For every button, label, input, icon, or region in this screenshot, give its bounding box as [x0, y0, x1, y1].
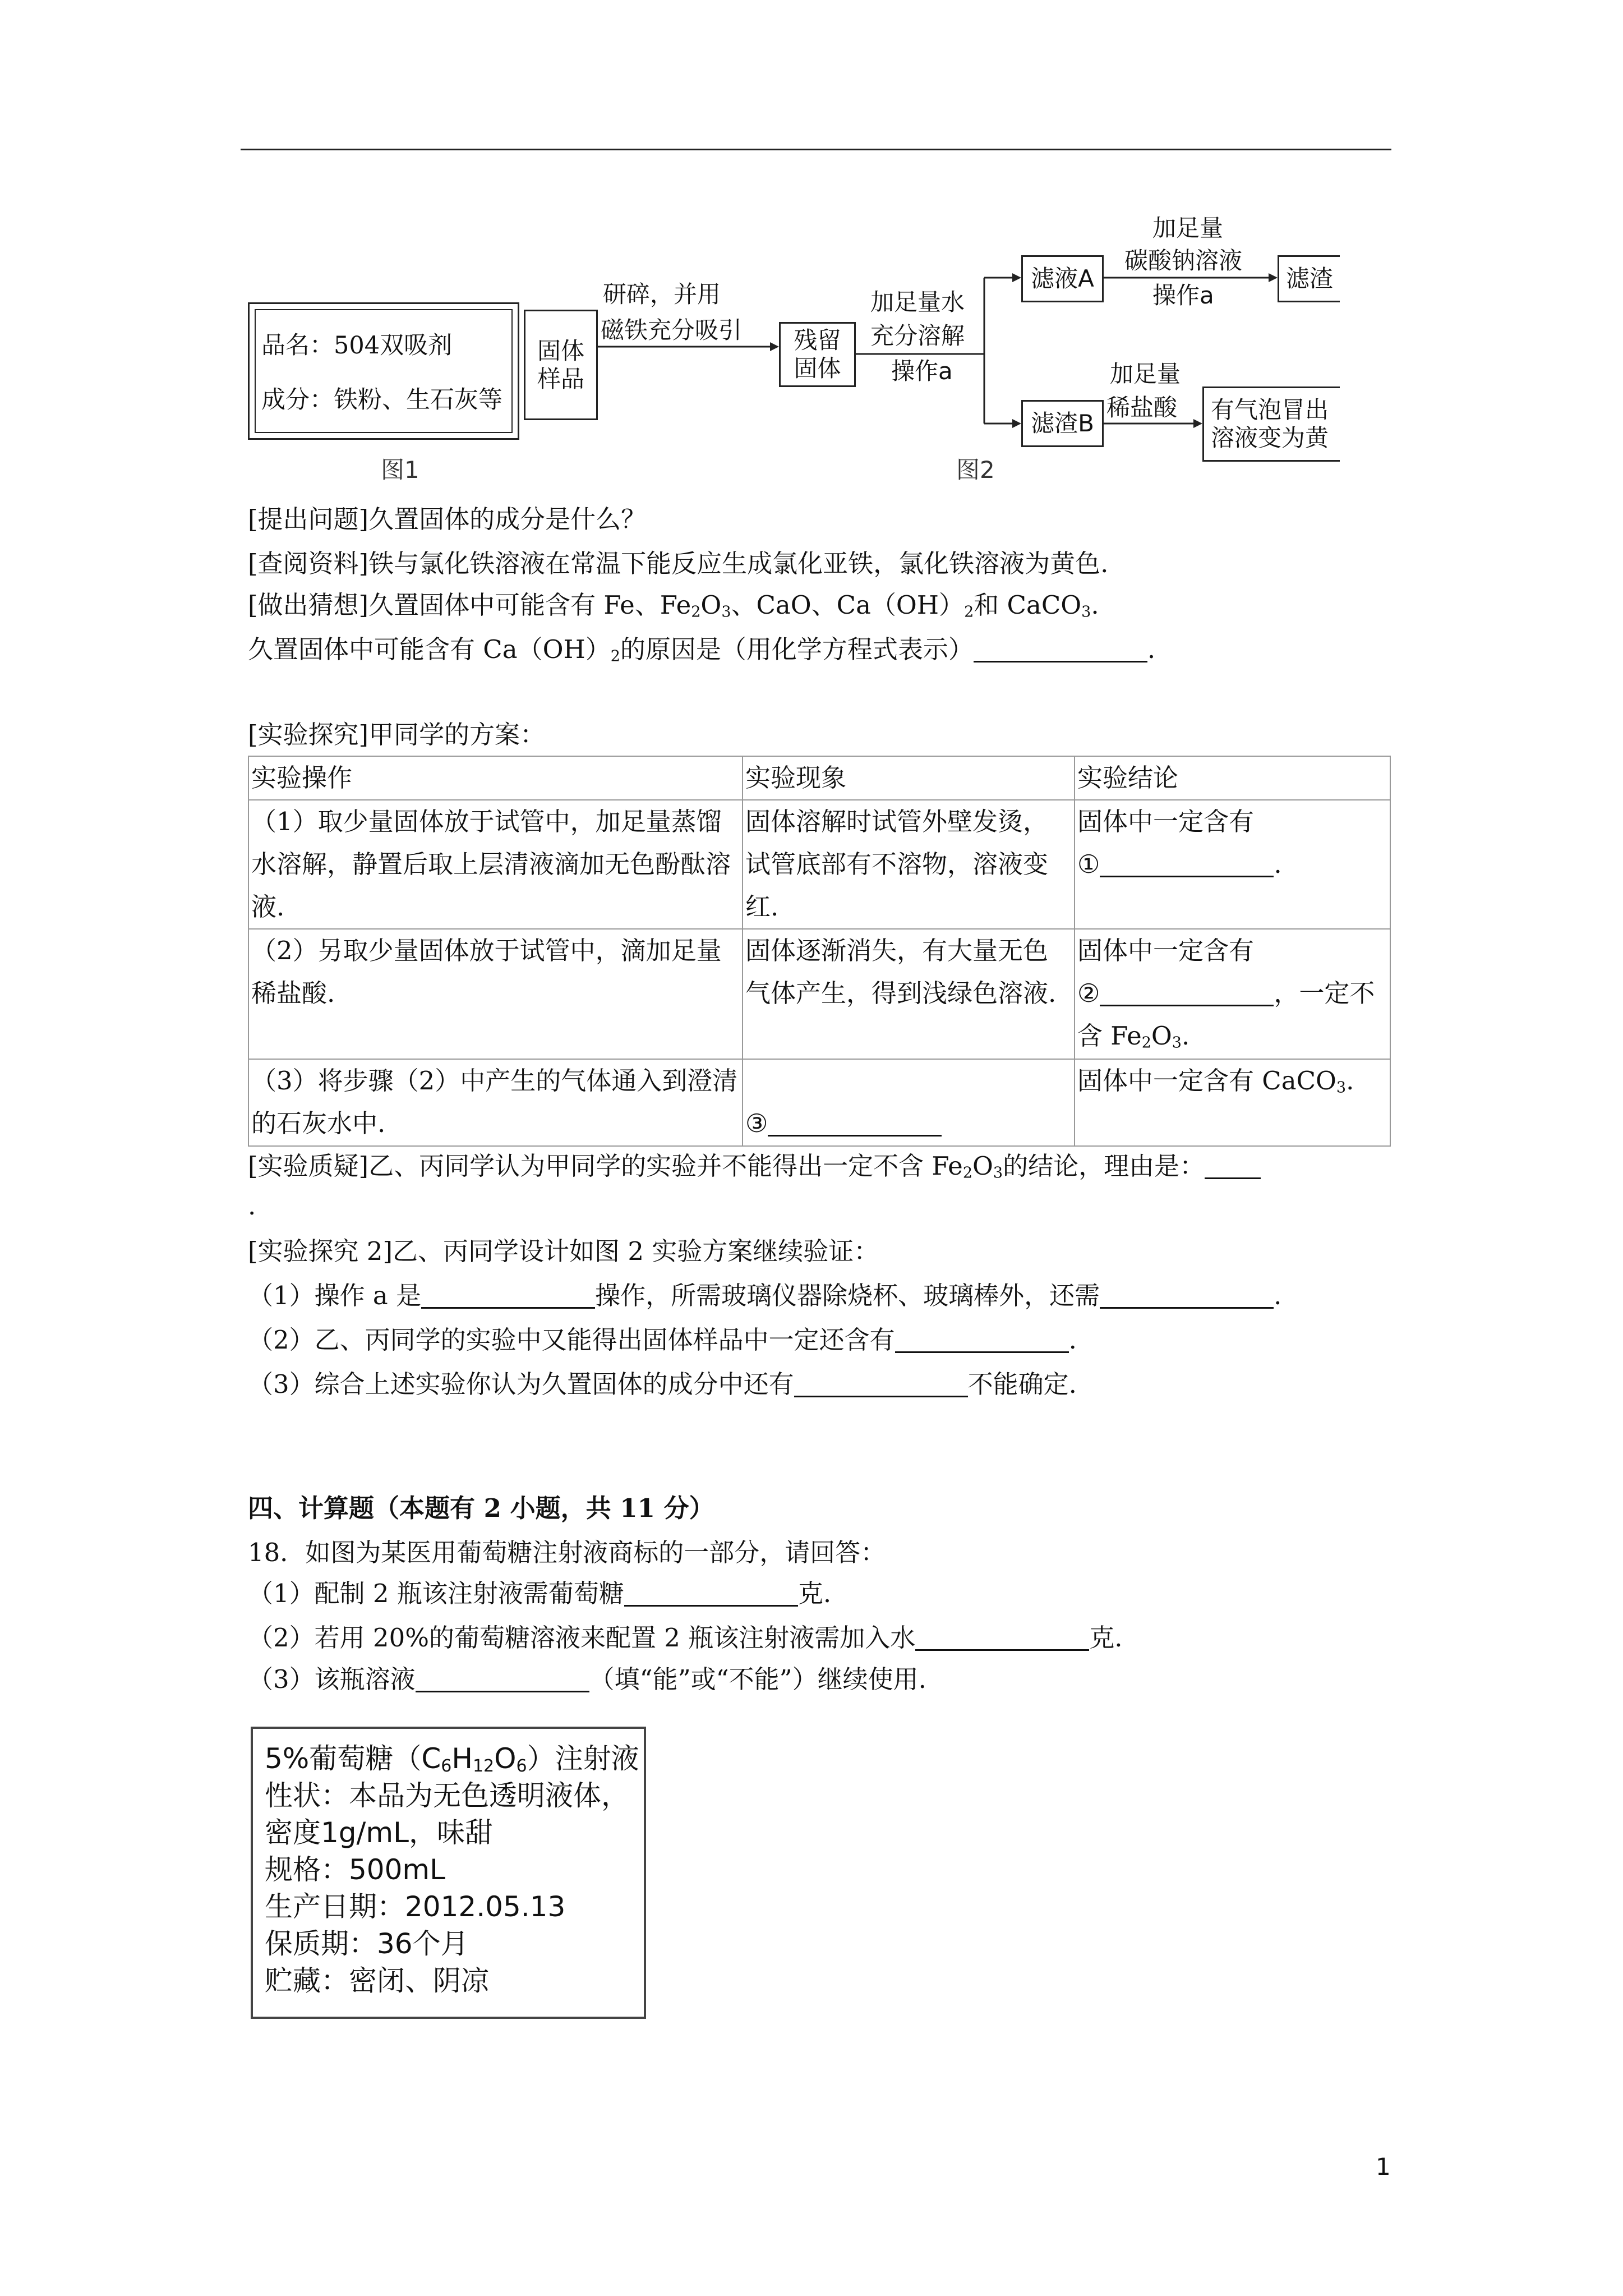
answer-blank — [895, 1327, 1069, 1353]
flow-step2-label: 操作a — [891, 357, 953, 385]
answer-blank — [1100, 851, 1274, 877]
text-segment: . — [1274, 1281, 1282, 1310]
text-segment: ，一定不含 Fe — [1077, 978, 1375, 1051]
text-segment: 固体中一定含有 CaCO — [1077, 1066, 1336, 1096]
figure1-composition-line: 成分：铁粉、生石灰等 — [261, 386, 502, 414]
experiment-intro-line: [实验探究]甲同学的方案： — [248, 720, 546, 749]
text-segment: O — [494, 1742, 517, 1775]
text-segment: ）注射液 — [527, 1742, 639, 1775]
experiment2-intro-line: [实验探究 2]乙、丙同学设计如图 2 实验方案继续验证： — [248, 1236, 879, 1266]
subscript: 2 — [1141, 1034, 1151, 1052]
text-segment: （填“能”或“不能”）继续使用. — [589, 1664, 926, 1694]
product-label-box — [251, 1727, 646, 2019]
flow-step1-label: 研碎，并用 — [603, 280, 721, 308]
text-segment: . — [1346, 1066, 1354, 1096]
subscript: 2 — [962, 1164, 972, 1182]
answer-blank — [1100, 980, 1274, 1006]
arrowhead — [1269, 273, 1278, 282]
text-segment: 的结论，理由是： — [1003, 1151, 1205, 1181]
figure1-inner-border — [255, 309, 513, 433]
text-segment: 的原因是（用化学方程式表示） — [620, 634, 974, 664]
question-line — [248, 1319, 1077, 1361]
question-line — [248, 1658, 926, 1701]
table-row — [248, 800, 1390, 929]
text-segment: 5%葡萄糖（C — [265, 1742, 441, 1775]
product-label-line: 规格：500mL — [265, 1853, 445, 1886]
arrowhead — [1012, 273, 1021, 282]
hypothesis-line — [248, 584, 1099, 627]
flow-box-residue-b-result — [1202, 386, 1340, 462]
figure2-caption: 图2 — [956, 456, 995, 484]
subscript: 2 — [610, 647, 620, 665]
figure2-flowchart — [522, 191, 1340, 482]
answer-blank — [915, 1625, 1089, 1651]
product-label-line: 生产日期：2012.05.13 — [265, 1890, 566, 1923]
text-segment: ② — [1077, 978, 1100, 1008]
figure1-caption: 图1 — [381, 456, 419, 484]
flow-step-a-label: 碳酸钠溶液 — [1124, 247, 1243, 274]
text-segment: . — [1147, 634, 1156, 664]
flow-step-a-label: 操作a — [1152, 282, 1214, 309]
figure1-product-box — [248, 302, 519, 440]
text-segment: 固体中一定含有 — [1077, 936, 1255, 965]
flow-box-text: 有气泡冒出 — [1211, 396, 1329, 424]
answer-blank — [1100, 1282, 1274, 1309]
flow-box-text: 滤液A — [1031, 265, 1094, 292]
text-segment: （3）综合上述实验你认为久置固体的成分中还有 — [248, 1369, 794, 1399]
answer-blank — [768, 1110, 942, 1137]
table-header-cell: 实验结论 — [1075, 756, 1390, 800]
text-segment: . — [1068, 1325, 1077, 1355]
flow-step-b-label: 稀盐酸 — [1106, 394, 1178, 421]
doubt-line-end: . — [248, 1191, 256, 1221]
product-label-line: 性状：本品为无色透明液体， — [265, 1779, 629, 1812]
text-segment: 和 CaCO — [974, 590, 1082, 620]
answer-blank — [794, 1371, 968, 1397]
answer-blank — [416, 1666, 589, 1692]
answer-blank — [421, 1282, 595, 1309]
flow-step-a-label: 加足量 — [1152, 214, 1224, 242]
arrowhead — [1193, 419, 1202, 428]
header-rule — [241, 149, 1391, 150]
reference-line: [查阅资料]铁与氯化铁溶液在常温下能反应生成氯化亚铁，氯化铁溶液为黄色. — [248, 549, 1109, 578]
question-line — [248, 1617, 1123, 1659]
question-stem: 18．如图为某医用葡萄糖注射液商标的一部分，请回答： — [248, 1538, 886, 1567]
table-header-cell: 实验操作 — [248, 756, 743, 800]
flow-box-text: 样品 — [537, 365, 584, 393]
text-segment: . — [1091, 590, 1099, 620]
caoh-reason-line — [248, 628, 1155, 671]
flow-box-residue-solid — [779, 322, 856, 387]
table-row — [248, 929, 1390, 1059]
table-cell-conclusion — [1075, 1059, 1390, 1146]
flow-box-filtrate-a-residue — [1278, 255, 1340, 302]
subscript: 2 — [691, 603, 701, 621]
text-segment: 不能确定. — [967, 1369, 1077, 1399]
flow-step2-label: 充分溶解 — [870, 322, 965, 349]
arrowhead — [770, 342, 779, 351]
subscript: 3 — [1336, 1079, 1347, 1097]
subscript: 2 — [964, 603, 974, 621]
product-label-title — [265, 1740, 639, 1777]
text-segment: . — [1274, 849, 1282, 879]
flow-step2-label: 加足量水 — [870, 288, 965, 316]
question-line — [248, 1363, 1077, 1406]
subscript: 3 — [721, 603, 731, 621]
text-segment: 克. — [797, 1579, 832, 1608]
text-segment: （3）该瓶溶液 — [248, 1664, 416, 1694]
arrowhead — [1012, 419, 1021, 428]
table-header-cell: 实验现象 — [743, 756, 1075, 800]
page-number: 1 — [1376, 2153, 1391, 2180]
flow-step1-label: 磁铁充分吸引 — [601, 316, 743, 344]
text-segment: 克. — [1089, 1623, 1123, 1653]
text-segment: O — [700, 590, 722, 620]
answer-blank — [1205, 1153, 1261, 1179]
text-segment: （2）若用 20%的葡萄糖溶液来配置 2 瓶该注射液需加入水 — [248, 1623, 916, 1653]
text-segment: [做出猜想]久置固体中可能含有 Fe、Fe — [248, 590, 691, 620]
section-heading: 四、计算题（本题有 2 小题，共 11 分） — [248, 1493, 714, 1523]
text-segment: （1）操作 a 是 — [248, 1281, 422, 1310]
answer-blank — [624, 1580, 798, 1607]
subscript: 6 — [441, 1756, 452, 1776]
flow-box-text: 残留 — [794, 326, 841, 354]
flow-box-residue-b — [1021, 400, 1104, 447]
text-segment: H — [451, 1742, 473, 1775]
flow-box-text: 固体 — [794, 355, 841, 382]
text-segment: 固体中一定含有 — [1077, 807, 1255, 836]
subscript: 3 — [1081, 603, 1091, 621]
product-label-line: 贮藏：密闭、阴凉 — [265, 1964, 489, 1997]
text-segment: ① — [1077, 849, 1100, 879]
figure1-name-line: 品名：504双吸剂 — [261, 332, 453, 360]
subscript: 12 — [472, 1756, 495, 1776]
table-cell-observation: 固体溶解时试管外壁发烫，试管底部有不溶物，溶液变红. — [743, 800, 1075, 929]
flow-step-b-label: 加足量 — [1110, 360, 1181, 388]
text-segment: （2）乙、丙同学的实验中又能得出固体样品中一定还含有 — [248, 1325, 895, 1355]
table-header-row — [248, 756, 1390, 800]
table-cell-operation: （1）取少量固体放于试管中，加足量蒸馏水溶解，静置后取上层清液滴加无色酚酞溶液. — [248, 800, 743, 929]
table-cell-observation — [743, 1059, 1075, 1146]
flow-box-text: 滤渣B — [1031, 409, 1094, 437]
flow-box-text: 固体 — [537, 337, 584, 365]
text-segment: ③ — [745, 1108, 768, 1138]
flow-box-solid-sample — [524, 310, 598, 420]
table-cell-operation: （2）另取少量固体放于试管中，滴加足量稀盐酸. — [248, 929, 743, 1059]
text-segment: （1）配制 2 瓶该注射液需葡萄糖 — [248, 1579, 624, 1608]
table-cell-observation: 固体逐渐消失，有大量无色气体产生，得到浅绿色溶液. — [743, 929, 1075, 1059]
question-line — [248, 1274, 1281, 1317]
text-segment: [实验质疑]乙、丙同学认为甲同学的实验并不能得出一定不含 Fe — [248, 1151, 963, 1181]
subscript: 3 — [993, 1164, 1003, 1182]
answer-blank — [974, 636, 1147, 662]
table-cell-conclusion — [1075, 800, 1390, 929]
experiment-table — [248, 756, 1391, 1147]
product-label-line: 保质期：36个月 — [265, 1927, 469, 1960]
table-cell-conclusion — [1075, 929, 1390, 1059]
question-line — [248, 1572, 831, 1615]
product-label-line: 密度1g/mL，味甜 — [265, 1816, 493, 1849]
subscript: 6 — [516, 1756, 527, 1776]
flow-box-text: 溶液变为黄 — [1211, 424, 1329, 452]
table-row — [248, 1059, 1390, 1146]
problem-line: [提出问题]久置固体的成分是什么？ — [248, 504, 647, 534]
flow-box-text: 滤渣 — [1286, 265, 1334, 292]
text-segment: 操作，所需玻璃仪器除烧杯、玻璃棒外，还需 — [595, 1281, 1100, 1310]
text-segment: O — [972, 1151, 993, 1181]
doubt-line — [248, 1145, 1261, 1188]
table-cell-operation: （3）将步骤（2）中产生的气体通入到澄清的石灰水中. — [248, 1059, 743, 1146]
text-segment: . — [1181, 1021, 1190, 1051]
text-segment: O — [1151, 1021, 1172, 1051]
text-segment: 、CaO、Ca（OH） — [731, 590, 965, 620]
text-segment: 久置固体中可能含有 Ca（OH） — [248, 634, 611, 664]
flow-box-filtrate-a — [1021, 255, 1104, 302]
subscript: 3 — [1172, 1034, 1182, 1052]
